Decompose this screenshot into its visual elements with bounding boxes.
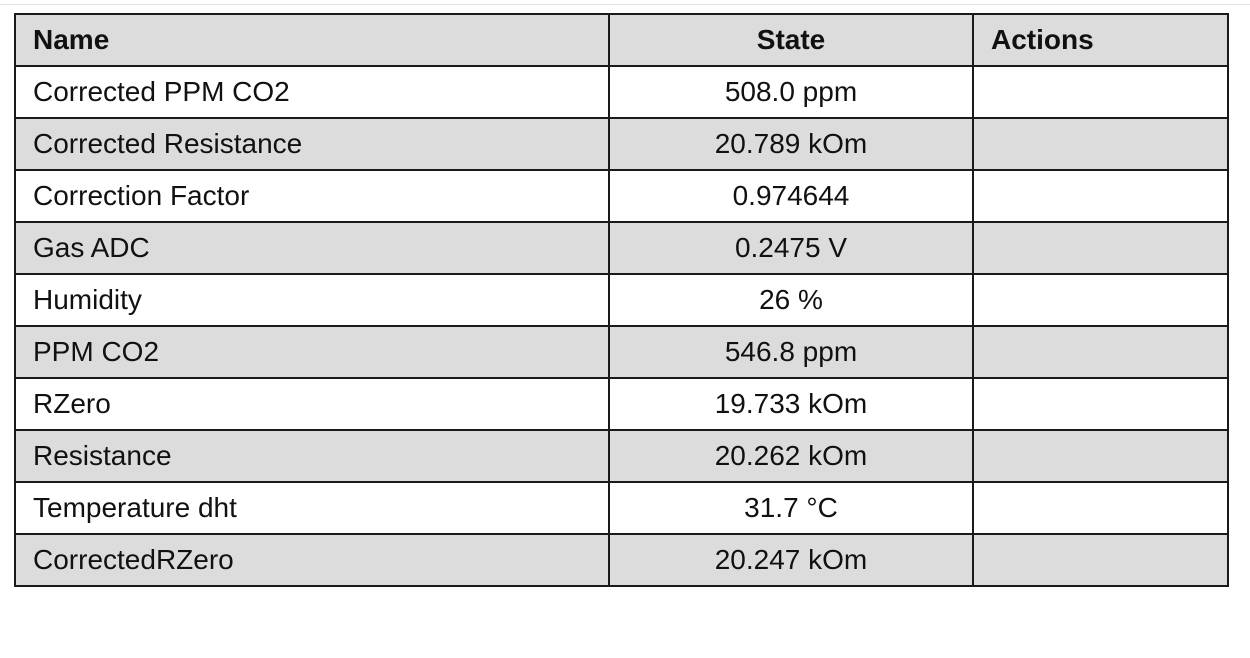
cell-state: 0.974644: [609, 170, 973, 222]
cell-actions: [973, 118, 1228, 170]
cell-name: Resistance: [15, 430, 609, 482]
cell-actions: [973, 534, 1228, 586]
cell-actions: [973, 170, 1228, 222]
cell-actions: [973, 482, 1228, 534]
table-row: [15, 118, 1228, 170]
table-row: [15, 170, 1228, 222]
header-row: [15, 14, 1228, 66]
cell-actions: [973, 66, 1228, 118]
cell-state: 20.789 kOm: [609, 118, 973, 170]
cell-state: 20.247 kOm: [609, 534, 973, 586]
table-row: [15, 326, 1228, 378]
sensor-table: [14, 13, 1229, 587]
cell-state: 26 %: [609, 274, 973, 326]
cell-name: Corrected PPM CO2: [15, 66, 609, 118]
table-row: [15, 482, 1228, 534]
cell-actions: [973, 326, 1228, 378]
cell-name: CorrectedRZero: [15, 534, 609, 586]
column-header-state: State: [609, 14, 973, 66]
top-divider: [0, 4, 1250, 5]
cell-state: 31.7 °C: [609, 482, 973, 534]
table-row: [15, 274, 1228, 326]
cell-actions: [973, 378, 1228, 430]
column-header-actions: Actions: [973, 14, 1228, 66]
table-row: [15, 430, 1228, 482]
table-row: [15, 378, 1228, 430]
cell-name: Correction Factor: [15, 170, 609, 222]
column-header-name: Name: [15, 14, 609, 66]
cell-state: 546.8 ppm: [609, 326, 973, 378]
table-row: [15, 222, 1228, 274]
cell-actions: [973, 430, 1228, 482]
cell-state: 508.0 ppm: [609, 66, 973, 118]
cell-name: Humidity: [15, 274, 609, 326]
table-row: [15, 534, 1228, 586]
cell-name: Gas ADC: [15, 222, 609, 274]
cell-state: 0.2475 V: [609, 222, 973, 274]
cell-name: RZero: [15, 378, 609, 430]
cell-state: 19.733 kOm: [609, 378, 973, 430]
cell-name: Corrected Resistance: [15, 118, 609, 170]
table-row: [15, 66, 1228, 118]
cell-name: Temperature dht: [15, 482, 609, 534]
cell-state: 20.262 kOm: [609, 430, 973, 482]
cell-actions: [973, 222, 1228, 274]
cell-name: PPM CO2: [15, 326, 609, 378]
cell-actions: [973, 274, 1228, 326]
